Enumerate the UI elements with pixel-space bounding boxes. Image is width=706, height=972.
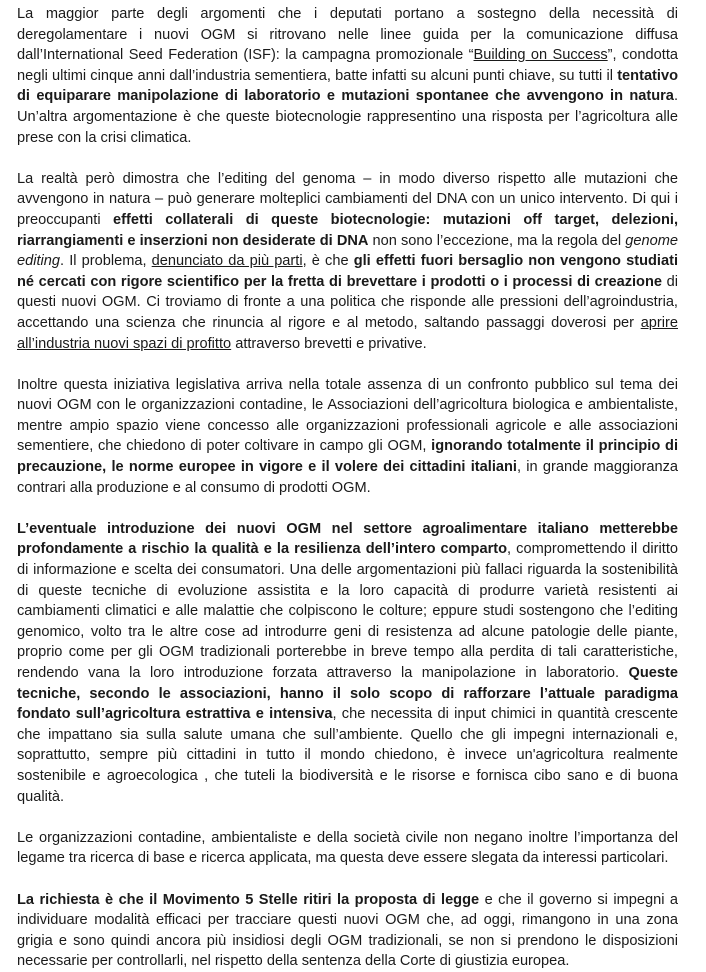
text-run: , che necessita di input chimici in quantità crescente che impattano sia sulla salute umana che sull’ambiente. Quello che gli impegni internazionali e, soprattutto, sempre più cittadini in tutto il mondo chiedono, è invece un'agricoltura realmente sostenibile e agroecologica , che tuteli la biodiversità e le risorse e fornisca cibo sano e di buona qualità. bbox=[17, 706, 678, 805]
italic-text: genome editing bbox=[17, 232, 678, 270]
text-run: , compromettendo il diritto di informazione e scelta dei consumatori. Una delle argomentazioni più fallaci riguarda la sostenibilità di queste tecniche di evoluzione assistita e la loro capacità di produrre varietà resistenti ai cambiamenti climatici e alle malattie che colpiscono le colture; eppure studi sostengono che l’editing genomico, volto tra le altre cose ad introdurre geni di resistenza ad alcune patologie delle piante, proprio come per gli OGM tradizionali porterebbe in breve tempo alla perdita di tali caratteristiche, rendendo vana la loro introduzione forzata attraverso la manipolazione in laboratorio. bbox=[17, 541, 678, 681]
text-run: di questi nuovi OGM. Ci troviamo di fronte a una politica che risponde alle pressioni dell’agroindustria, accettando una scienza che rinuncia al rigore e al metodo, saltando passaggi doverosi per bbox=[17, 273, 678, 331]
underlined-link-text[interactable]: aprire all’industria nuovi spazi di profitto bbox=[17, 314, 678, 352]
bold-text: La richiesta è che il Movimento 5 Stelle ritiri la proposta di legge bbox=[17, 891, 480, 908]
text-run: Le organizzazioni contadine, ambientaliste e della società civile non negano inoltre l’importanza del legame tra ricerca di base e ricerca applicata, ma questa deve essere slegata da interessi particolari. bbox=[17, 829, 678, 867]
paragraph-research-interests bbox=[17, 828, 678, 869]
bold-text: ignorando totalmente il principio di precauzione, le norme europee in vigore e il volere dei cittadini italiani bbox=[17, 438, 678, 476]
bold-text: Queste tecniche, secondo le associazioni, hanno il solo scopo di rafforzare l’attuale paradigma fondato sull’agricoltura estrattiva e intensiva bbox=[17, 665, 678, 723]
paragraph-isf-campaign bbox=[17, 4, 678, 148]
bold-text: gli effetti fuori bersaglio non vengono studiati né cercati con rigore scientifico per la fretta di brevettare i prodotti o i processi di creazione bbox=[17, 253, 678, 290]
text-run: , è che bbox=[302, 253, 354, 270]
text-run: , in grande maggioranza contrari alla produzione e al consumo di prodotti OGM. bbox=[17, 459, 679, 496]
text-run: Inoltre questa iniziativa legislativa arriva nella totale assenza di un confronto pubblico sul tema dei nuovi OGM con le organizzazioni contadine, le Associazioni dell’agricoltura biologica e ambientaliste, mentre ampio spazio viene concesso alle organizzazioni professionali agricole e alle associazioni sementiere, che chiedono di poter coltivare in campo gli OGM, bbox=[17, 376, 678, 455]
underlined-link-text[interactable]: Building on Success bbox=[473, 47, 608, 64]
text-run: La realtà però dimostra che l’editing del genoma – in modo diverso rispetto alle mutazioni che avvengono in natura – può generare molteplici cambiamenti del DNA con un unico intervento. Di qui i preoccupanti bbox=[17, 170, 678, 228]
text-run: non sono l’eccezione, ma la regola del bbox=[368, 232, 626, 249]
underlined-link-text[interactable]: denunciato da più parti bbox=[151, 253, 303, 270]
bold-text: tentativo di equiparare manipolazione di laboratorio e mutazioni spontanee che avvengono in natura bbox=[17, 67, 678, 105]
text-run: La maggior parte degli argomenti che i deputati portano a sostegno della necessità di deregolamentare i nuovi OGM si ritrovano nelle linee guida per la comunicazione diffusa dall’International Seed Federation (ISF): la campagna promozionale “ bbox=[17, 6, 678, 64]
text-run: e che il governo si impegni a individuare modalità efficaci per tracciare questi nuovi OGM che, ad oggi, rimangono in una zona grigia e sono quindi ancora più insidiosi degli OGM tradizionali, se non si prendono le disposizioni necessarie per controllarli, nel rispetto della sentenza della Corte di giustizia europea. bbox=[17, 891, 679, 970]
paragraph-genome-editing-effects bbox=[17, 169, 678, 354]
text-run: . Un’altra argomentazione è che queste biotecnologie rappresentino una risposta per l’agricoltura alle prese con la crisi climatica. bbox=[17, 88, 678, 146]
paragraph-legislative-initiative bbox=[17, 375, 678, 499]
text-run: ”, condotta negli ultimi cinque anni dall’industria sementiera, batte infatti su alcuni punti chiave, su tutti il bbox=[17, 47, 678, 84]
bold-text: effetti collaterali di queste biotecnologie: mutazioni off target, delezioni, riarrangiamenti e inserzioni non desiderate di DNA bbox=[17, 211, 678, 249]
text-run: attraverso brevetti e privative. bbox=[231, 335, 427, 352]
paragraph-agrifood-risk bbox=[17, 519, 678, 807]
bold-text: L’eventuale introduzione dei nuovi OGM nel settore agroalimentare italiano metterebbe profondamente a rischio la qualità e la resilienza dell’intero comparto bbox=[17, 520, 678, 558]
text-run: . Il problema, bbox=[60, 253, 152, 270]
